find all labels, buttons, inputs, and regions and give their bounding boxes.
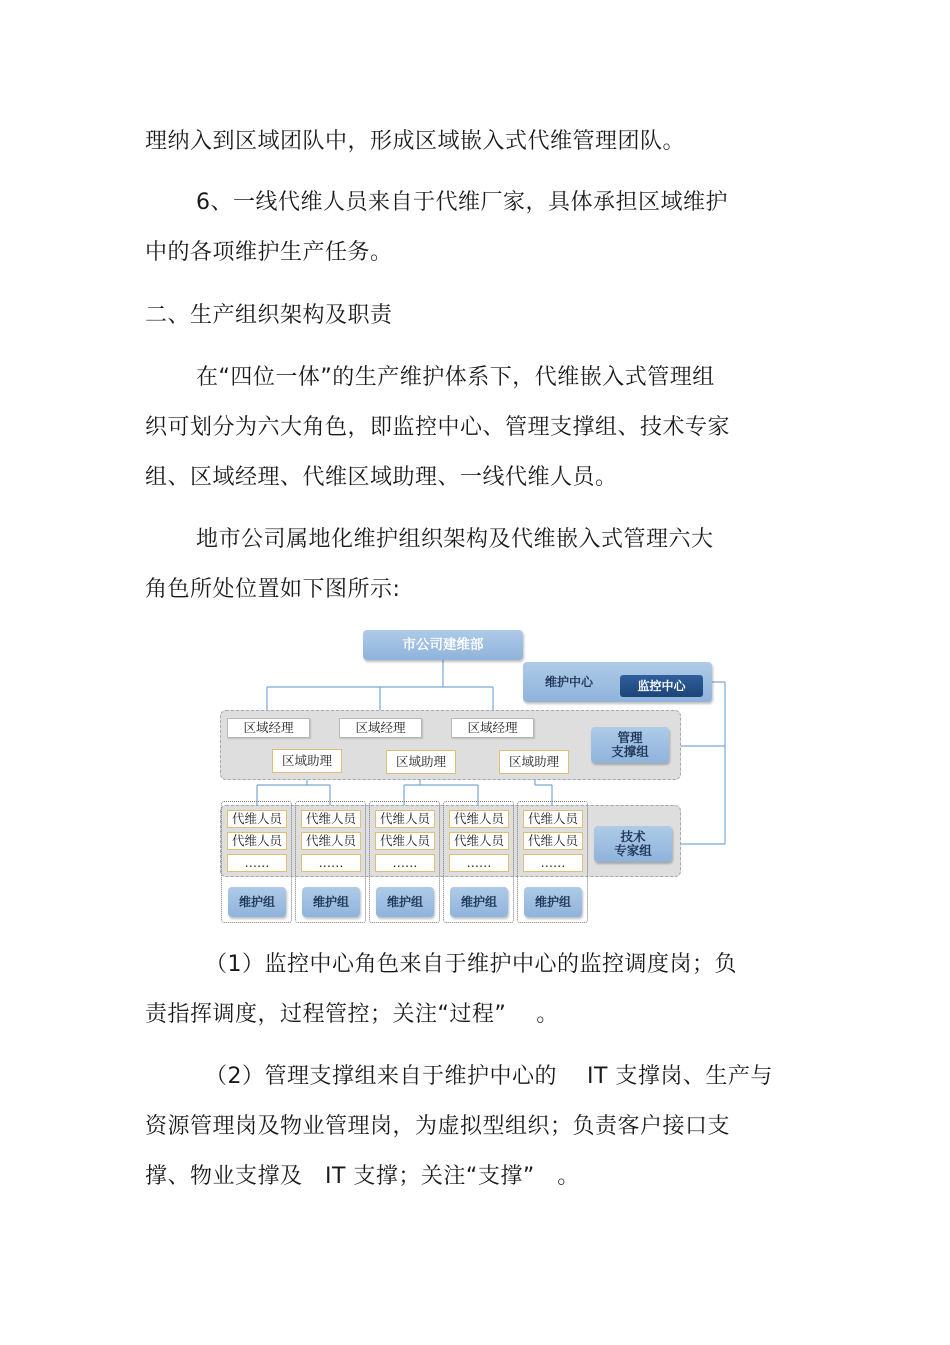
section-heading: 二、生产组织架构及职责 [145, 303, 393, 328]
staff-3c: …… [375, 854, 435, 872]
staff-2c: …… [301, 854, 361, 872]
maint-group-2: 维护组 [302, 887, 360, 917]
paragraph-line-13: 资源管理岗及物业管理岗，为虚拟型组织；负责客户接口支 [145, 1114, 731, 1139]
maintenance-center-label: 维护中心 [545, 675, 594, 689]
staff-1a: 代维人员 [227, 810, 287, 828]
paragraph-line-8: 地市公司属地化维护组织架构及代维嵌入式管理六大 [196, 527, 714, 552]
maint-group-5: 维护组 [524, 887, 582, 917]
staff-2b: 代维人员 [301, 832, 361, 850]
region-manager-3: 区域经理 [451, 718, 534, 738]
paragraph-line-1: 理纳入到区域团队中，形成区域嵌入式代维管理团队。 [145, 129, 686, 154]
region-manager-1: 区域经理 [227, 718, 310, 738]
staff-3a: 代维人员 [375, 810, 435, 828]
region-assistant-2: 区域助理 [386, 750, 456, 774]
region-assistant-1: 区域助理 [272, 749, 342, 773]
org-chart [215, 625, 735, 930]
paragraph-line-5: 在“四位一体”的生产维护体系下，代维嵌入式管理组 [196, 365, 715, 390]
paragraph-line-10: （1）监控中心角色来自于维护中心的监控调度岗；负 [205, 952, 737, 977]
paragraph-line-6: 织可划分为六大角色，即监控中心、管理支撑组、技术专家 [145, 415, 731, 440]
staff-1b: 代维人员 [227, 832, 287, 850]
staff-3b: 代维人员 [375, 832, 435, 850]
staff-4c: …… [449, 854, 509, 872]
staff-4b: 代维人员 [449, 832, 509, 850]
city-dept-box: 市公司建维部 [363, 630, 523, 660]
staff-4a: 代维人员 [449, 810, 509, 828]
paragraph-line-9: 角色所处位置如下图所示: [145, 577, 401, 602]
mgmt-support-box: 管理 支撑组 [591, 727, 669, 763]
region-assistant-3: 区域助理 [499, 750, 569, 774]
monitor-center-box: 监控中心 [620, 675, 703, 697]
staff-5b: 代维人员 [523, 832, 583, 850]
maint-group-3: 维护组 [376, 887, 434, 917]
staff-5c: …… [523, 854, 583, 872]
maint-group-1: 维护组 [228, 887, 286, 917]
paragraph-line-12: （2）管理支撑组来自于维护中心的 IT 支撑岗、生产与 [205, 1064, 773, 1089]
paragraph-line-11: 责指挥调度，过程管控；关注“过程” 。 [145, 1002, 559, 1027]
maint-group-4: 维护组 [450, 887, 508, 917]
paragraph-line-7: 组、区域经理、代维区域助理、一线代维人员。 [145, 465, 618, 490]
paragraph-line-3: 中的各项维护生产任务。 [145, 240, 393, 265]
region-manager-2: 区域经理 [339, 718, 422, 738]
paragraph-line-2: 6、一线代维人员来自于代维厂家，具体承担区域维护 [196, 190, 728, 215]
tech-expert-box: 技术 专家组 [594, 826, 672, 862]
staff-2a: 代维人员 [301, 810, 361, 828]
staff-1c: …… [227, 854, 287, 872]
staff-5a: 代维人员 [523, 810, 583, 828]
paragraph-line-14: 撑、物业支撑及 IT 支撑；关注“支撑” 。 [145, 1164, 580, 1189]
